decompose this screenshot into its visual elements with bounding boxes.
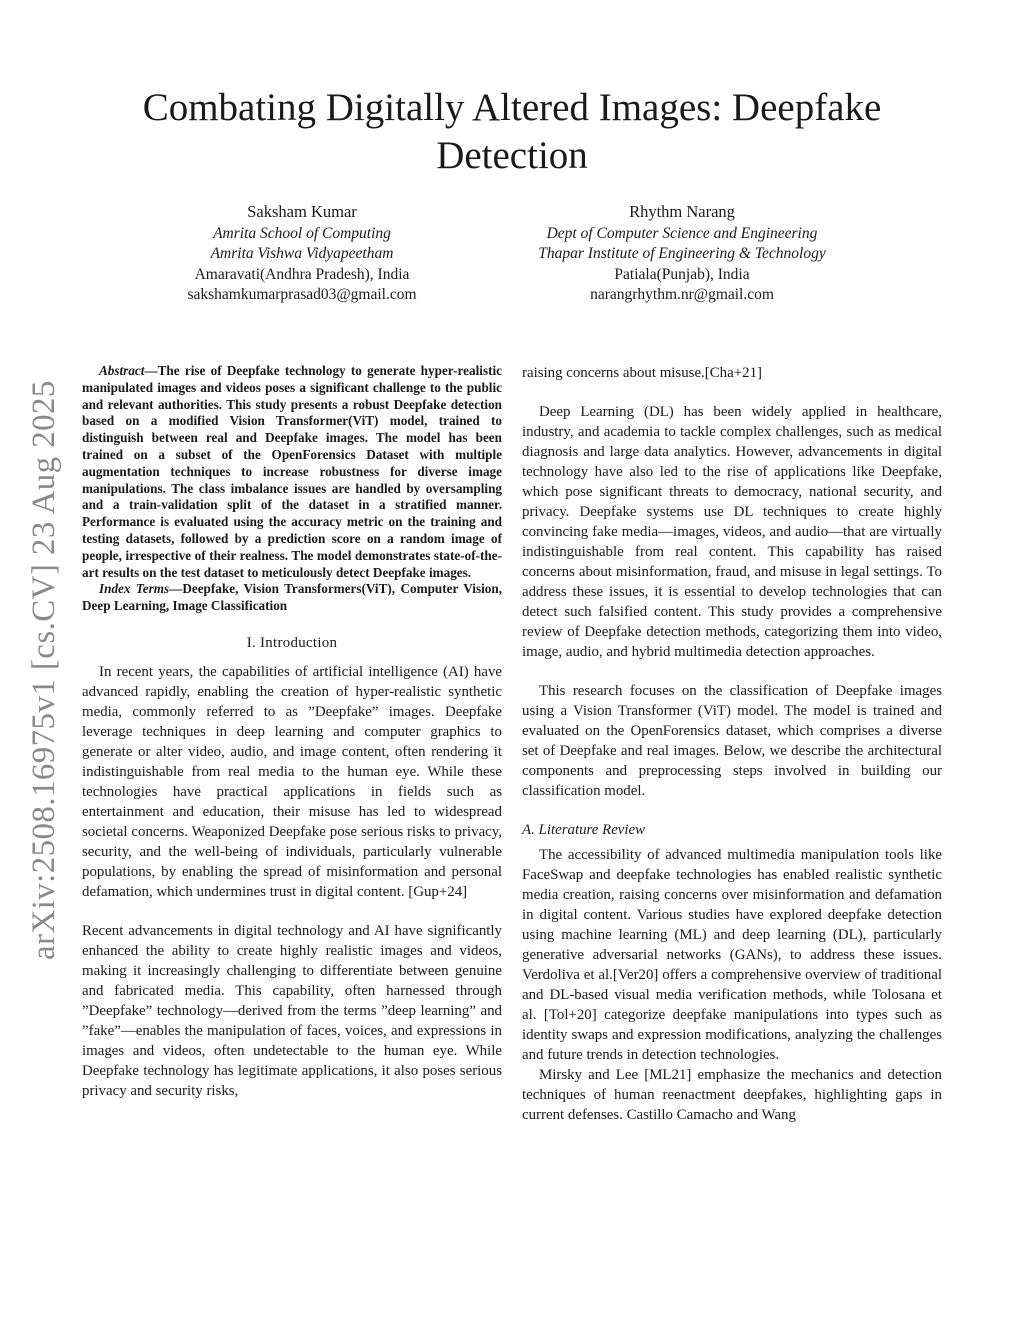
author-affiliation: Amrita School of Computing	[213, 224, 391, 242]
author-email: narangrhythm.nr@gmail.com	[590, 286, 774, 304]
paper-title: Combating Digitally Altered Images: Deepfake Detection	[142, 86, 882, 177]
intro-paragraph-2: Recent advancements in digital technology and AI have significantly enhanced the ability to create highly realistic images and videos, making it increasingly challenging to differentiate between genuine and fabricated media. This capability, often harnessed through ”Deepfake” technology—derived from the terms ”deep learning” and ”fake”—enables the manipulation of faces, voices, and expressions in images and videos, often undetectable to the human eye. While Deepfake technology has legitimate applications, it also poses serious privacy and security risks,	[82, 922, 502, 1099]
author-block-2	[492, 202, 872, 306]
author-email: sakshamkumarprasad03@gmail.com	[187, 286, 417, 304]
author-location: Amaravati(Andhra Pradesh), India	[194, 265, 410, 283]
author-institution: Thapar Institute of Engineering & Technology	[538, 245, 826, 263]
author-institution: Amrita Vishwa Vidyapeetham	[210, 245, 394, 263]
intro-paragraph-2-continued: raising concerns about misuse.[Cha+21]	[522, 365, 762, 381]
index-terms-label: Index Terms	[99, 581, 170, 597]
arxiv-identifier-stamp: arXiv:2508.16975v1 [cs.CV] 23 Aug 2025	[26, 380, 62, 960]
author-name: Saksham Kumar	[247, 202, 357, 221]
author-name: Rhythm Narang	[629, 202, 735, 221]
author-block-1	[112, 202, 492, 306]
right-column	[522, 363, 942, 1125]
index-terms-text: —Deepfake, Vision Transformers(ViT), Computer Vision, Deep Learning, Image Classification	[82, 581, 502, 614]
author-location: Patiala(Punjab), India	[614, 265, 750, 283]
intro-paragraph-3: Deep Learning (DL) has been widely applied in healthcare, industry, and academia to tackle complex challenges, such as medical diagnosis and large data analytics. However, advancements in digital technology have also led to the rise of applications like Deepfake, which pose significant threats to democracy, national security, and privacy. Deepfake systems use DL techniques to create highly convincing fake media—images, videos, and audio—that are virtually indistinguishable from real content. This capability has raised concerns about misinformation, fraud, and misuse in legal settings. To address these issues, it is essential to develop technologies that can detect such falsified content. This study provides a comprehensive review of Deepfake detection methods, categorizing them into video, image, audio, and hybrid multimedia detection approaches.	[522, 404, 942, 660]
subsection-heading-literature-review: A. Literature Review	[522, 822, 646, 838]
intro-paragraph-4: This research focuses on the classification of Deepfake images using a Vision Transformer (ViT) model. The model is trained and evaluated on the OpenForensics dataset, which comprises a diverse set of Deepfake and real images. Below, we describe the architectural components and preprocessing steps involved in building our classification model.	[522, 683, 942, 799]
section-heading-introduction: I. Introduction	[246, 634, 338, 651]
left-column	[82, 363, 502, 1101]
abstract-text: —The rise of Deepfake technology to generate hyper-realistic manipulated images and videos poses a significant challenge to the public and relevant authorities. This study presents a robust Deepfake detection based on a modified Vision Transformer(ViT) model, trained to distinguish between real and Deepfake images. The model has been trained on a subset of the OpenForensics Dataset with multiple augmentation techniques to increase robustness for diverse image manipulations. The class imbalance issues are handled by oversampling and a train-validation split of the dataset in a stratified manner. Performance is evaluated using the accuracy metric on the training and testing datasets, followed by a prediction score on a random image of people, irrespective of their realness. The model demonstrates state-of-the-art results on the test dataset to meticulously detect Deepfake images.	[82, 363, 502, 580]
literature-paragraph-2: Mirsky and Lee [ML21] emphasize the mechanics and detection techniques of human reenactment deepfakes, highlighting gaps in current defenses. Castillo Camacho and Wang	[522, 1067, 942, 1123]
author-affiliation: Dept of Computer Science and Engineering	[546, 224, 818, 242]
index-terms	[82, 581, 502, 615]
abstract-label: Abstract	[99, 363, 145, 378]
literature-paragraph-1: The accessibility of advanced multimedia manipulation tools like FaceSwap and deepfake technologies has enabled realistic synthetic media creation, raising concerns over misinformation and defamation in digital content. Various studies have explored deepfake detection using machine learning (ML) and deep learning (DL), particularly generative adversarial networks (GANs), to address these issues. Verdoliva et al.[Ver20] offers a comprehensive overview of traditional and DL-based visual media verification methods, while Tolosana et al. [Tol+20] categorize deepfake manipulations into types such as identity swaps and expression modifications, analyzing the challenges and future trends in detection technologies.	[522, 847, 942, 1063]
intro-paragraph-1: In recent years, the capabilities of artificial intelligence (AI) have advanced rapidly, enabling the creation of hyper-realistic synthetic media, commonly referred to as ”Deepfake” images. Deepfake leverage techniques in deep learning and computer graphics to generate or alter video, audio, and image content, often rendering it indistinguishable from real media to the human eye. While these technologies have practical applications in fields such as entertainment and education, their misuse has led to widespread societal concerns. Weaponized Deepfake pose serious risks to privacy, security, and the well-being of individuals, particularly vulnerable populations, by enabling the spread of misinformation and personal defamation, which undermines trust in digital content. [Gup+24]	[82, 663, 502, 900]
abstract	[82, 363, 502, 581]
